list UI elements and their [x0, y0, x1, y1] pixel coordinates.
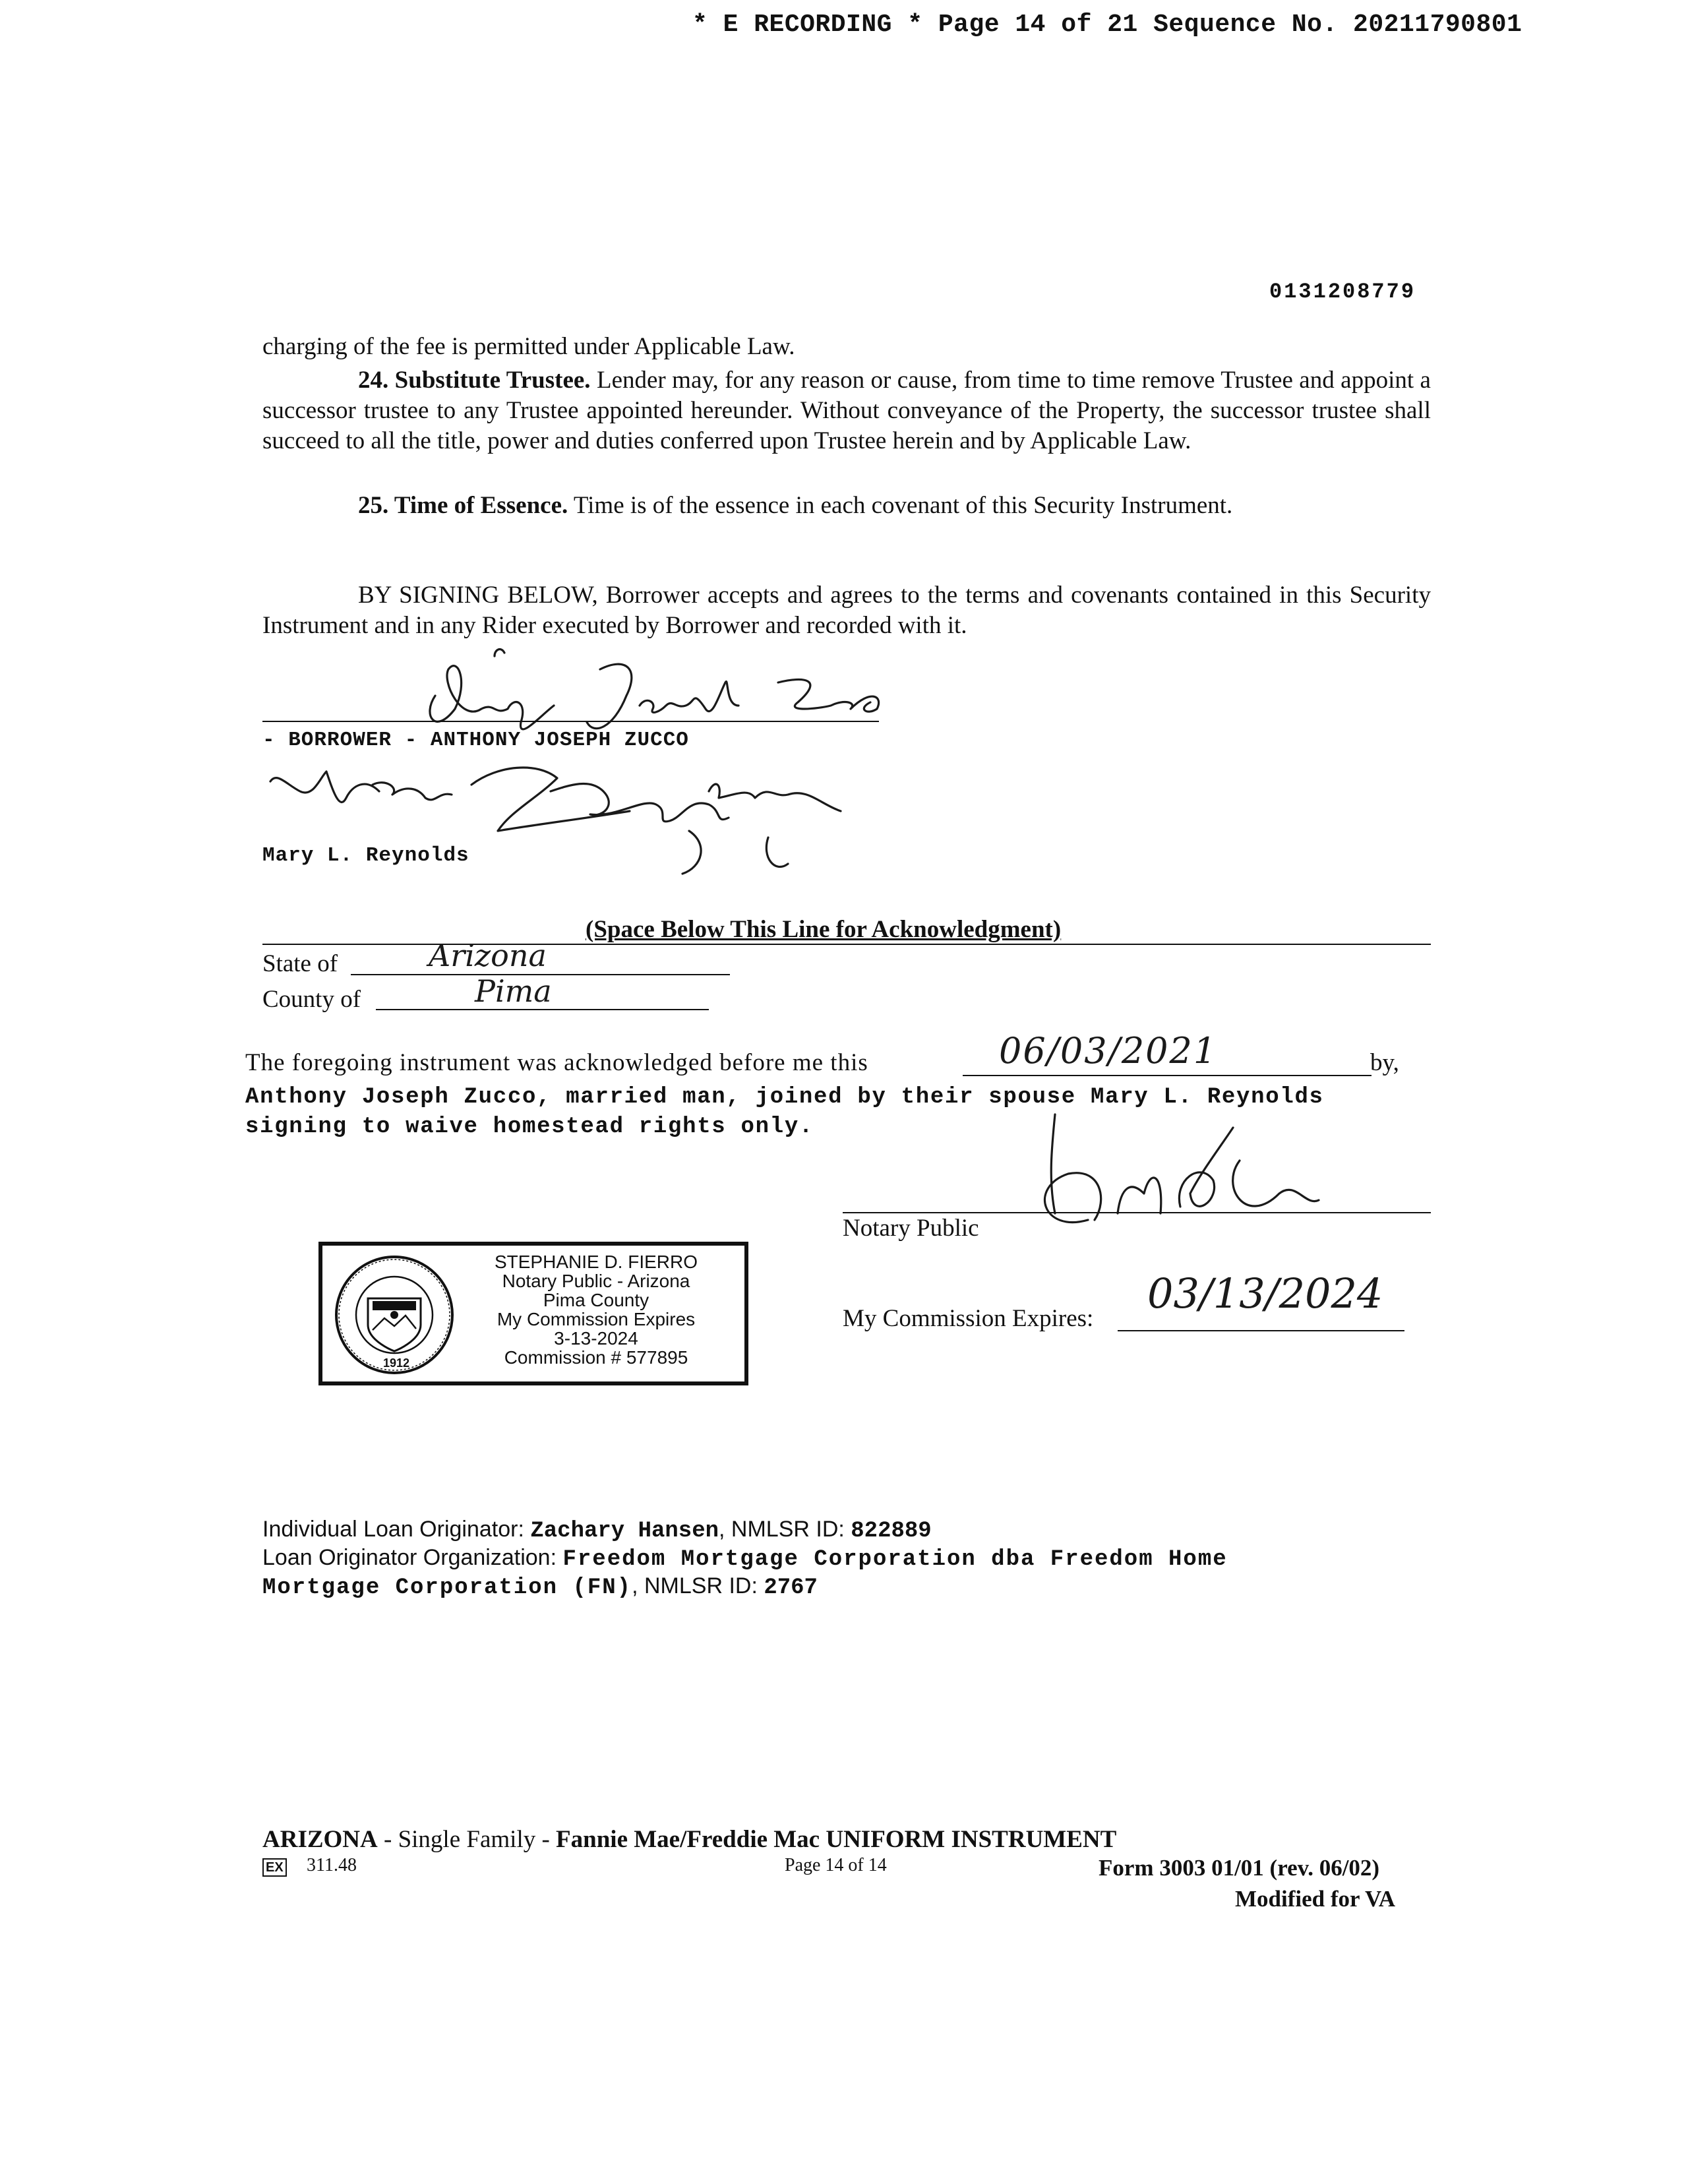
individual-originator-label: Individual Loan Originator: — [262, 1517, 531, 1542]
individual-nmlsr-id: 822889 — [851, 1519, 932, 1544]
recording-banner: * E RECORDING * Page 14 of 21 Sequence No. 20211790801 — [692, 11, 1522, 39]
acknowledgment-date: 06/03/2021 — [999, 1030, 1218, 1072]
footer-code-number: 311.48 — [307, 1855, 357, 1875]
footer-modified: Modified for VA — [1235, 1886, 1396, 1912]
footer-form-title — [262, 1825, 1116, 1854]
acknowledged-parties-line2: signing to waive homestead rights only. — [245, 1114, 814, 1139]
acknowledged-parties-line1: Anthony Joseph Zucco, married man, joined by their spouse Mary L. Reynolds — [245, 1085, 1324, 1110]
commission-line — [1118, 1330, 1404, 1331]
section-24-text: Lender may, for any reason or cause, from time to time remove Trustee and appoint a successor trustee to any Trustee appointed hereunder. Without conveyance of the Property, the successor trustee shall succeed to all the title, power and duties conferred upon Trustee herein and by Applicable Law. — [262, 367, 1431, 454]
originator-org-name-line2: Mortgage Corporation (FN) — [262, 1575, 632, 1600]
date-line — [963, 1075, 1372, 1076]
notary-signature-image — [1002, 1108, 1345, 1240]
footer-page-label: Page 14 of 14 — [785, 1855, 887, 1875]
org-id-label: , NMLSR ID: — [632, 1573, 764, 1598]
loan-number: 0131208779 — [1269, 280, 1416, 304]
section-25-text: Time is of the essence in each covenant of this Security Instrument. — [568, 492, 1233, 519]
notary-signature-line — [843, 1212, 1431, 1213]
footer-code-badge: EX — [262, 1858, 287, 1877]
stamp-text-block — [461, 1252, 731, 1367]
commission-expires-label: My Commission Expires: — [843, 1305, 1094, 1332]
footer-uniform: Fannie Mae/Freddie Mac UNIFORM INSTRUMENT — [556, 1826, 1117, 1853]
originator-org-name-line1: Freedom Mortgage Corporation dba Freedom Home — [562, 1547, 1228, 1572]
spouse-label: Mary L. Reynolds — [262, 844, 469, 867]
org-nmlsr-id: 2767 — [764, 1575, 818, 1600]
borrower-label: - BORROWER - ANTHONY JOSEPH ZUCCO — [262, 729, 689, 752]
footer-form-number: Form 3003 01/01 (rev. 06/02) — [1099, 1855, 1380, 1881]
notary-commission-number: Commission # 577895 — [504, 1347, 688, 1368]
footer-state-rest: - Single Family - — [377, 1826, 557, 1853]
notary-county: Pima County — [543, 1290, 649, 1310]
space-below-label: (Space Below This Line for Acknowledgment) — [586, 916, 1062, 943]
section-25-heading: 25. Time of Essence. — [358, 492, 568, 519]
notary-public-label: Notary Public — [843, 1215, 979, 1242]
borrower-signature-line — [262, 721, 879, 722]
state-handwriting: Arizona — [429, 938, 547, 973]
originator-org-line1 — [262, 1545, 1228, 1572]
footer-state: ARIZONA — [262, 1826, 378, 1853]
commission-expires-handwriting: 03/13/2024 — [1147, 1269, 1383, 1318]
section-25-paragraph — [262, 491, 1431, 521]
county-label: County of — [262, 986, 361, 1013]
notary-stamp — [318, 1242, 748, 1385]
notary-expiry: 3-13-2024 — [554, 1328, 638, 1349]
by-label: by, — [1370, 1049, 1399, 1076]
fee-paragraph: charging of the fee is permitted under Applicable Law. — [262, 333, 795, 360]
seal-year: 1912 — [383, 1356, 410, 1370]
notary-title: Notary Public - Arizona — [502, 1271, 690, 1291]
originator-org-line2 — [262, 1573, 818, 1600]
section-24-paragraph — [262, 365, 1431, 456]
signing-paragraph: BY SIGNING BELOW, Borrower accepts and agrees to the terms and covenants contained in this Security Instrument and in any Rider executed by Borrower and recorded with it. — [262, 582, 1431, 639]
originator-org-label: Loan Originator Organization: — [262, 1545, 563, 1570]
county-handwriting: Pima — [475, 973, 552, 1009]
individual-id-label: , NMLSR ID: — [719, 1517, 851, 1542]
individual-originator-line — [262, 1517, 932, 1544]
individual-originator-name: Zachary Hansen — [530, 1519, 719, 1544]
county-line — [376, 1009, 709, 1010]
notary-name: STEPHANIE D. FIERRO — [494, 1252, 698, 1272]
foregoing-text: The foregoing instrument was acknowledged before me this — [245, 1049, 868, 1076]
section-24-heading: 24. Substitute Trustee. — [358, 367, 591, 394]
state-label: State of — [262, 950, 338, 977]
notary-commission-label: My Commission Expires — [497, 1309, 696, 1329]
